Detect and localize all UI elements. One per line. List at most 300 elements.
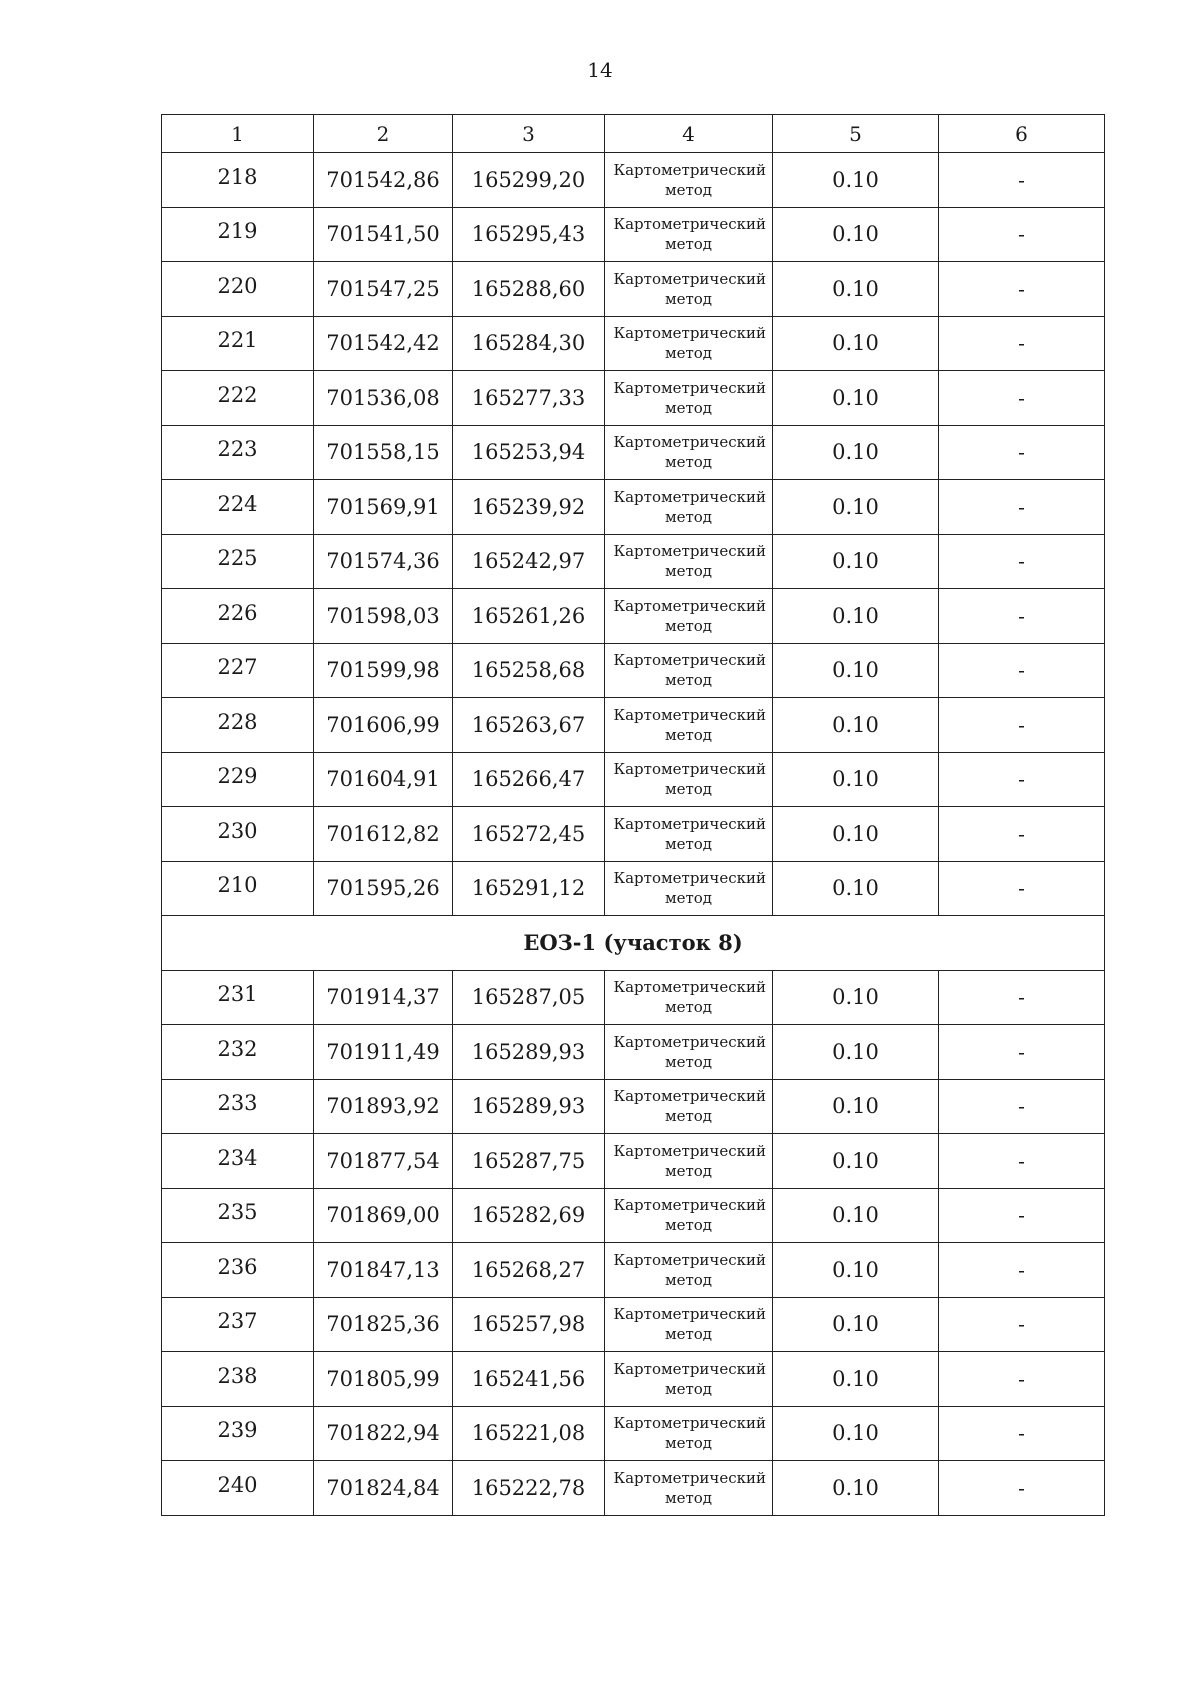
accuracy-text: 0.10	[832, 1203, 879, 1228]
point-number-cell	[162, 970, 314, 1025]
method-text: Картометрический метод	[613, 1414, 766, 1453]
x-coordinate-cell	[314, 1352, 453, 1407]
x-coordinate-text: 701825,36	[326, 1312, 440, 1337]
remark-text: -	[1018, 1203, 1025, 1228]
y-coordinate-text: 165239,92	[471, 494, 586, 519]
x-coordinate-text: 701824,84	[326, 1475, 440, 1500]
method-text: Картометрический метод	[613, 1032, 766, 1071]
accuracy-text: 0.10	[832, 603, 879, 628]
accuracy-text: 0.10	[832, 876, 879, 901]
accuracy-cell	[773, 316, 939, 371]
y-coordinate-cell	[453, 752, 605, 807]
accuracy-text: 0.10	[832, 549, 879, 574]
method-cell	[605, 534, 773, 589]
remark-cell	[939, 1025, 1105, 1080]
accuracy-text: 0.10	[832, 276, 879, 301]
accuracy-cell	[773, 1025, 939, 1080]
table-row	[162, 534, 1105, 589]
remark-text: -	[1018, 821, 1025, 846]
point-number-text: 225	[217, 546, 258, 571]
remark-cell	[939, 1406, 1105, 1461]
method-cell	[605, 1297, 773, 1352]
point-number-text: 218	[217, 164, 258, 189]
accuracy-text: 0.10	[832, 767, 879, 792]
point-number-cell	[162, 1297, 314, 1352]
remark-cell	[939, 807, 1105, 862]
table-row	[162, 1461, 1105, 1516]
point-number-text: 223	[217, 437, 258, 462]
y-coordinate-cell	[453, 1461, 605, 1516]
point-number-text: 231	[217, 982, 258, 1007]
table-row	[162, 1243, 1105, 1298]
accuracy-cell	[773, 861, 939, 916]
y-coordinate-text: 165253,94	[471, 440, 586, 465]
method-text: Картометрический метод	[613, 378, 766, 417]
table-header	[162, 115, 1105, 153]
x-coordinate-cell	[314, 1461, 453, 1516]
method-text: Картометрический метод	[613, 487, 766, 526]
remark-text: -	[1018, 1366, 1025, 1391]
y-coordinate-cell	[453, 207, 605, 262]
point-number-cell	[162, 534, 314, 589]
x-coordinate-text: 701604,91	[326, 767, 440, 792]
x-coordinate-text: 701822,94	[326, 1421, 440, 1446]
table-row	[162, 371, 1105, 426]
method-cell	[605, 1406, 773, 1461]
method-cell	[605, 643, 773, 698]
point-number-cell	[162, 1079, 314, 1134]
point-number-text: 233	[217, 1091, 258, 1116]
remark-text: -	[1018, 712, 1025, 737]
method-cell	[605, 698, 773, 753]
point-number-text: 229	[217, 764, 258, 789]
remark-text: -	[1018, 222, 1025, 247]
point-number-text: 221	[217, 328, 258, 353]
y-coordinate-cell	[453, 1352, 605, 1407]
accuracy-cell	[773, 1297, 939, 1352]
remark-cell	[939, 153, 1105, 208]
table-row	[162, 1025, 1105, 1080]
x-coordinate-cell	[314, 316, 453, 371]
accuracy-text: 0.10	[832, 1257, 879, 1282]
remark-text: -	[1018, 1421, 1025, 1446]
accuracy-text: 0.10	[832, 385, 879, 410]
accuracy-text: 0.10	[832, 494, 879, 519]
point-number-cell	[162, 316, 314, 371]
point-number-cell	[162, 207, 314, 262]
y-coordinate-cell	[453, 1243, 605, 1298]
method-cell	[605, 1243, 773, 1298]
point-number-text: 228	[217, 709, 258, 734]
accuracy-cell	[773, 1406, 939, 1461]
table-row	[162, 480, 1105, 535]
method-cell	[605, 262, 773, 317]
accuracy-cell	[773, 1461, 939, 1516]
column-header: 3	[453, 115, 605, 153]
y-coordinate-text: 165258,68	[471, 658, 586, 683]
point-number-text: 238	[217, 1363, 258, 1388]
method-cell	[605, 1188, 773, 1243]
method-cell	[605, 1352, 773, 1407]
accuracy-text: 0.10	[832, 222, 879, 247]
method-cell	[605, 425, 773, 480]
remark-text: -	[1018, 494, 1025, 519]
y-coordinate-text: 165277,33	[471, 385, 586, 410]
y-coordinate-cell	[453, 698, 605, 753]
x-coordinate-text: 701574,36	[326, 549, 440, 574]
x-coordinate-cell	[314, 970, 453, 1025]
x-coordinate-text: 701595,26	[326, 876, 440, 901]
point-number-text: 220	[217, 273, 258, 298]
y-coordinate-cell	[453, 1188, 605, 1243]
x-coordinate-text: 701547,25	[326, 276, 440, 301]
method-cell	[605, 153, 773, 208]
method-text: Картометрический метод	[613, 1305, 766, 1344]
remark-cell	[939, 534, 1105, 589]
remark-text: -	[1018, 1475, 1025, 1500]
point-number-cell	[162, 371, 314, 426]
point-number-text: 210	[217, 873, 258, 898]
method-cell	[605, 1025, 773, 1080]
accuracy-cell	[773, 534, 939, 589]
x-coordinate-text: 701536,08	[326, 385, 440, 410]
remark-text: -	[1018, 1039, 1025, 1064]
remark-text: -	[1018, 985, 1025, 1010]
method-cell	[605, 371, 773, 426]
x-coordinate-text: 701541,50	[326, 222, 440, 247]
accuracy-text: 0.10	[832, 1039, 879, 1064]
x-coordinate-cell	[314, 534, 453, 589]
point-number-cell	[162, 1461, 314, 1516]
y-coordinate-text: 165282,69	[471, 1203, 586, 1228]
remark-text: -	[1018, 167, 1025, 192]
x-coordinate-cell	[314, 480, 453, 535]
remark-text: -	[1018, 603, 1025, 628]
remark-cell	[939, 698, 1105, 753]
y-coordinate-cell	[453, 480, 605, 535]
remark-cell	[939, 589, 1105, 644]
accuracy-text: 0.10	[832, 331, 879, 356]
method-text: Картометрический метод	[613, 324, 766, 363]
point-number-text: 226	[217, 600, 258, 625]
remark-cell	[939, 1243, 1105, 1298]
table-body	[162, 153, 1105, 1516]
table-row	[162, 1134, 1105, 1189]
accuracy-text: 0.10	[832, 1148, 879, 1173]
table-row	[162, 1297, 1105, 1352]
method-text: Картометрический метод	[613, 596, 766, 635]
remark-text: -	[1018, 440, 1025, 465]
remark-cell	[939, 643, 1105, 698]
accuracy-cell	[773, 425, 939, 480]
point-number-cell	[162, 262, 314, 317]
y-coordinate-cell	[453, 1079, 605, 1134]
method-text: Картометрический метод	[613, 869, 766, 908]
remark-cell	[939, 1134, 1105, 1189]
remark-cell	[939, 1079, 1105, 1134]
point-number-cell	[162, 752, 314, 807]
method-text: Картометрический метод	[613, 1196, 766, 1235]
accuracy-text: 0.10	[832, 1094, 879, 1119]
y-coordinate-cell	[453, 316, 605, 371]
accuracy-cell	[773, 207, 939, 262]
method-text: Картометрический метод	[613, 1359, 766, 1398]
y-coordinate-cell	[453, 1406, 605, 1461]
remark-cell	[939, 1188, 1105, 1243]
x-coordinate-cell	[314, 589, 453, 644]
y-coordinate-text: 165268,27	[471, 1257, 586, 1282]
remark-text: -	[1018, 767, 1025, 792]
section-title: ЕОЗ-1 (участок 8)	[162, 916, 1105, 971]
section-heading-row	[162, 916, 1105, 971]
accuracy-text: 0.10	[832, 658, 879, 683]
point-number-text: 232	[217, 1036, 258, 1061]
remark-cell	[939, 425, 1105, 480]
method-text: Картометрический метод	[613, 269, 766, 308]
y-coordinate-text: 165284,30	[471, 331, 586, 356]
y-coordinate-text: 165257,98	[471, 1312, 586, 1337]
method-cell	[605, 207, 773, 262]
x-coordinate-cell	[314, 1297, 453, 1352]
accuracy-cell	[773, 1134, 939, 1189]
coordinates-table	[161, 114, 1105, 1516]
accuracy-cell	[773, 1188, 939, 1243]
x-coordinate-text: 701599,98	[326, 658, 440, 683]
table-row	[162, 153, 1105, 208]
x-coordinate-cell	[314, 1134, 453, 1189]
x-coordinate-text: 701877,54	[326, 1148, 440, 1173]
method-text: Картометрический метод	[613, 1468, 766, 1507]
method-cell	[605, 970, 773, 1025]
y-coordinate-cell	[453, 589, 605, 644]
y-coordinate-text: 165288,60	[471, 276, 586, 301]
x-coordinate-text: 701542,86	[326, 167, 440, 192]
x-coordinate-cell	[314, 752, 453, 807]
accuracy-text: 0.10	[832, 821, 879, 846]
remark-cell	[939, 861, 1105, 916]
method-text: Картометрический метод	[613, 160, 766, 199]
x-coordinate-cell	[314, 1079, 453, 1134]
y-coordinate-cell	[453, 1134, 605, 1189]
point-number-cell	[162, 589, 314, 644]
method-cell	[605, 589, 773, 644]
table-row	[162, 970, 1105, 1025]
remark-text: -	[1018, 276, 1025, 301]
point-number-cell	[162, 1243, 314, 1298]
remark-text: -	[1018, 1148, 1025, 1173]
column-header: 6	[939, 115, 1105, 153]
x-coordinate-text: 701558,15	[326, 440, 440, 465]
accuracy-text: 0.10	[832, 440, 879, 465]
point-number-text: 234	[217, 1145, 258, 1170]
x-coordinate-cell	[314, 643, 453, 698]
point-number-text: 230	[217, 818, 258, 843]
point-number-cell	[162, 1406, 314, 1461]
y-coordinate-text: 165289,93	[471, 1094, 586, 1119]
table-row	[162, 207, 1105, 262]
accuracy-text: 0.10	[832, 1366, 879, 1391]
x-coordinate-cell	[314, 425, 453, 480]
method-text: Картометрический метод	[613, 705, 766, 744]
remark-text: -	[1018, 331, 1025, 356]
method-text: Картометрический метод	[613, 215, 766, 254]
accuracy-cell	[773, 153, 939, 208]
y-coordinate-text: 165266,47	[471, 767, 586, 792]
y-coordinate-cell	[453, 861, 605, 916]
table-row	[162, 698, 1105, 753]
x-coordinate-text: 701869,00	[326, 1203, 440, 1228]
x-coordinate-cell	[314, 262, 453, 317]
point-number-text: 222	[217, 382, 258, 407]
point-number-text: 224	[217, 491, 258, 516]
remark-text: -	[1018, 1094, 1025, 1119]
point-number-cell	[162, 1134, 314, 1189]
table-row	[162, 807, 1105, 862]
point-number-text: 240	[217, 1472, 258, 1497]
remark-text: -	[1018, 1257, 1025, 1282]
x-coordinate-cell	[314, 1188, 453, 1243]
y-coordinate-cell	[453, 262, 605, 317]
page-number: 14	[587, 58, 613, 82]
y-coordinate-text: 165287,05	[471, 985, 586, 1010]
method-cell	[605, 1134, 773, 1189]
point-number-cell	[162, 1025, 314, 1080]
remark-text: -	[1018, 876, 1025, 901]
y-coordinate-cell	[453, 1025, 605, 1080]
x-coordinate-cell	[314, 1406, 453, 1461]
y-coordinate-cell	[453, 643, 605, 698]
y-coordinate-text: 165299,20	[471, 167, 586, 192]
accuracy-text: 0.10	[832, 167, 879, 192]
table-row	[162, 1352, 1105, 1407]
point-number-text: 235	[217, 1200, 258, 1225]
point-number-text: 239	[217, 1418, 258, 1443]
point-number-cell	[162, 698, 314, 753]
y-coordinate-cell	[453, 425, 605, 480]
y-coordinate-text: 165242,97	[471, 549, 586, 574]
method-text: Картометрический метод	[613, 760, 766, 799]
method-text: Картометрический метод	[613, 1250, 766, 1289]
method-cell	[605, 1079, 773, 1134]
method-text: Картометрический метод	[613, 651, 766, 690]
x-coordinate-text: 701542,42	[326, 331, 440, 356]
accuracy-text: 0.10	[832, 985, 879, 1010]
remark-cell	[939, 480, 1105, 535]
x-coordinate-cell	[314, 807, 453, 862]
x-coordinate-text: 701847,13	[326, 1257, 440, 1282]
y-coordinate-cell	[453, 371, 605, 426]
y-coordinate-text: 165289,93	[471, 1039, 586, 1064]
point-number-cell	[162, 807, 314, 862]
accuracy-cell	[773, 589, 939, 644]
point-number-text: 236	[217, 1254, 258, 1279]
x-coordinate-cell	[314, 698, 453, 753]
y-coordinate-cell	[453, 807, 605, 862]
y-coordinate-cell	[453, 534, 605, 589]
x-coordinate-text: 701612,82	[326, 821, 440, 846]
point-number-cell	[162, 1188, 314, 1243]
y-coordinate-text: 165241,56	[471, 1366, 586, 1391]
column-header: 5	[773, 115, 939, 153]
y-coordinate-cell	[453, 153, 605, 208]
point-number-cell	[162, 861, 314, 916]
accuracy-cell	[773, 698, 939, 753]
accuracy-text: 0.10	[832, 1475, 879, 1500]
y-coordinate-text: 165222,78	[471, 1475, 586, 1500]
method-cell	[605, 480, 773, 535]
method-text: Картометрический метод	[613, 433, 766, 472]
table-row	[162, 1406, 1105, 1461]
x-coordinate-cell	[314, 371, 453, 426]
accuracy-cell	[773, 970, 939, 1025]
y-coordinate-text: 165272,45	[471, 821, 586, 846]
x-coordinate-cell	[314, 1243, 453, 1298]
method-text: Картометрический метод	[613, 542, 766, 581]
table-row	[162, 752, 1105, 807]
column-header: 1	[162, 115, 314, 153]
table-row	[162, 589, 1105, 644]
table-row	[162, 262, 1105, 317]
remark-text: -	[1018, 549, 1025, 574]
point-number-cell	[162, 480, 314, 535]
accuracy-cell	[773, 807, 939, 862]
y-coordinate-text: 165287,75	[471, 1148, 586, 1173]
remark-cell	[939, 752, 1105, 807]
point-number-text: 237	[217, 1309, 258, 1334]
y-coordinate-text: 165291,12	[471, 876, 586, 901]
y-coordinate-cell	[453, 1297, 605, 1352]
remark-text: -	[1018, 658, 1025, 683]
y-coordinate-cell	[453, 970, 605, 1025]
method-cell	[605, 752, 773, 807]
x-coordinate-cell	[314, 861, 453, 916]
method-text: Картометрический метод	[613, 814, 766, 853]
table-row	[162, 861, 1105, 916]
x-coordinate-text: 701598,03	[326, 603, 440, 628]
accuracy-cell	[773, 371, 939, 426]
x-coordinate-text: 701893,92	[326, 1094, 440, 1119]
point-number-cell	[162, 425, 314, 480]
remark-cell	[939, 970, 1105, 1025]
y-coordinate-text: 165221,08	[471, 1421, 586, 1446]
x-coordinate-cell	[314, 1025, 453, 1080]
table-row	[162, 643, 1105, 698]
remark-cell	[939, 1352, 1105, 1407]
accuracy-cell	[773, 1352, 939, 1407]
accuracy-cell	[773, 1079, 939, 1134]
y-coordinate-text: 165295,43	[471, 222, 586, 247]
accuracy-cell	[773, 752, 939, 807]
table-row	[162, 425, 1105, 480]
remark-cell	[939, 371, 1105, 426]
table-row	[162, 316, 1105, 371]
method-cell	[605, 807, 773, 862]
header-row	[162, 115, 1105, 153]
remark-text: -	[1018, 385, 1025, 410]
accuracy-text: 0.10	[832, 712, 879, 737]
x-coordinate-text: 701805,99	[326, 1366, 440, 1391]
remark-cell	[939, 207, 1105, 262]
table-row	[162, 1188, 1105, 1243]
remark-cell	[939, 316, 1105, 371]
method-cell	[605, 316, 773, 371]
method-text: Картометрический метод	[613, 1087, 766, 1126]
method-cell	[605, 861, 773, 916]
column-header: 2	[314, 115, 453, 153]
accuracy-cell	[773, 643, 939, 698]
remark-cell	[939, 1461, 1105, 1516]
accuracy-text: 0.10	[832, 1421, 879, 1446]
